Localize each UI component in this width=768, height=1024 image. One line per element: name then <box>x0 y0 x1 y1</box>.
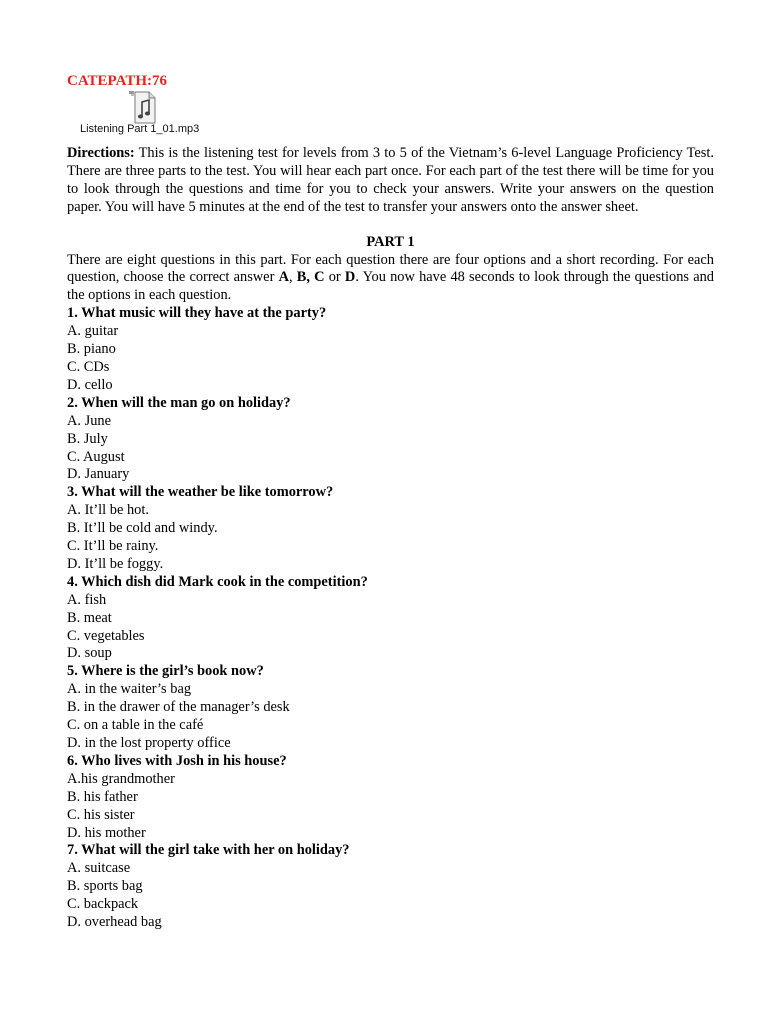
directions-text: This is the listening test for levels from 3 to 5 of the Vietnam’s 6-level Language Proficiency Test. There are three parts to the test. You will hear each part once. For each part of the test there will be time for you to look through the questions and time for you to check your answers. Write your answers on the question paper. You will have 5 minutes at the end of the test to transfer your answers onto the answer sheet. <box>67 145 714 215</box>
answer-option: C. on a table in the café <box>67 717 204 734</box>
answer-option: B. piano <box>67 341 116 358</box>
answer-option: B. meat <box>67 609 112 626</box>
part-intro <box>67 252 714 306</box>
answer-option: B. It’ll be cold and windy. <box>67 520 218 537</box>
answer-option: C. August <box>67 448 125 465</box>
question-text: 4. Which dish did Mark cook in the competition? <box>67 573 368 590</box>
question-block <box>67 663 714 753</box>
catepath-label: CATEPATH:76 <box>67 73 167 89</box>
answer-option: D. soup <box>67 645 112 662</box>
answer-option: D. cello <box>67 376 113 393</box>
answer-option: C. his sister <box>67 806 135 823</box>
answer-option: A. fish <box>67 591 107 608</box>
question-text: 5. Where is the girl’s book now? <box>67 663 264 680</box>
answer-option: A.his grandmother <box>67 770 175 787</box>
question-block <box>67 395 714 485</box>
option-separator: , <box>288 269 297 286</box>
question-text: 3. What will the weather be like tomorrow? <box>67 484 334 501</box>
answer-option: D. his mother <box>67 824 146 841</box>
question-text: 7. What will the girl take with her on holiday? <box>67 842 350 859</box>
answer-option: D. It’ll be foggy. <box>67 555 164 572</box>
option-letter-a: A <box>278 269 289 286</box>
answer-option: D. in the lost property office <box>67 735 231 751</box>
answer-option: D. January <box>67 466 130 483</box>
answer-option: B. July <box>67 430 108 447</box>
option-letters-bc: B, C <box>296 269 325 286</box>
directions-paragraph <box>67 145 714 217</box>
question-block <box>67 753 714 843</box>
answer-option: C. It’ll be rainy. <box>67 538 159 555</box>
answer-option: A. suitcase <box>67 860 131 877</box>
option-letter-d: D <box>344 269 356 286</box>
answer-option: A. It’ll be hot. <box>67 502 149 519</box>
answer-option: A. guitar <box>67 323 119 340</box>
part-intro-before: There are eight questions in this part. For each question there are four options and a short recording. For each question, choose the correct answer <box>67 251 714 286</box>
question-block <box>67 842 714 932</box>
answer-option: D. overhead bag <box>67 914 162 931</box>
question-block <box>67 574 714 664</box>
question-block <box>67 484 714 574</box>
answer-option: A. in the waiter’s bag <box>67 681 192 698</box>
question-text: 1. What music will they have at the party? <box>67 305 327 322</box>
answer-option: B. in the drawer of the manager’s desk <box>67 699 290 716</box>
answer-option: C. CDs <box>67 358 110 375</box>
part-intro-after: . You now have 48 seconds to look through the questions and the options in each question. <box>67 269 714 304</box>
answer-option: B. sports bag <box>67 878 143 895</box>
answer-option: B. his father <box>67 788 138 805</box>
question-block <box>67 305 714 395</box>
part-heading: PART 1 <box>366 233 415 250</box>
question-text: 6. Who lives with Josh in his house? <box>67 752 287 769</box>
question-list <box>67 305 714 932</box>
answer-option: A. June <box>67 412 111 429</box>
audio-attachment[interactable] <box>67 91 714 145</box>
directions-label: Directions: <box>67 145 135 161</box>
attachment-file-name[interactable]: Listening Part 1_01.mp3 <box>80 123 200 135</box>
question-text: 2. When will the man go on holiday? <box>67 394 291 411</box>
document-page <box>67 72 714 932</box>
option-separator-or: or <box>324 269 345 286</box>
answer-option: C. backpack <box>67 896 139 913</box>
audio-file-icon <box>129 91 159 125</box>
answer-option: C. vegetables <box>67 627 145 644</box>
